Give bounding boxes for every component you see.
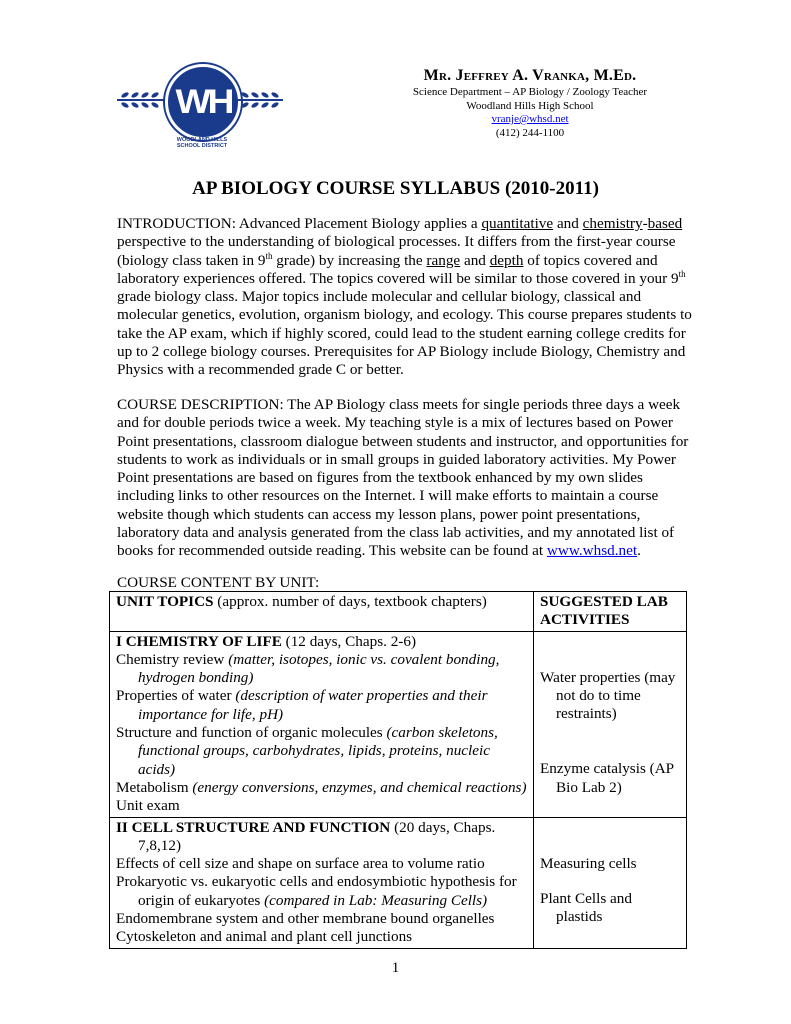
school-line: Woodland Hills High School bbox=[466, 99, 594, 112]
wheat-right-icon bbox=[231, 90, 283, 110]
department-line: Science Department – AP Biology / Zoology Teacher bbox=[412, 86, 648, 98]
page-title: AP BIOLOGY COURSE SYLLABUS (2010-2011) bbox=[192, 178, 599, 199]
district-logo bbox=[115, 62, 285, 147]
course-content-table bbox=[109, 591, 687, 949]
phone-line: (412) 244-1100 bbox=[495, 126, 565, 139]
course-content-heading: COURSE CONTENT BY UNIT: bbox=[117, 574, 320, 591]
page-number: 1 bbox=[391, 960, 400, 976]
unit-1-topics: I CHEMISTRY OF LIFE (12 days, Chaps. 2-6) Chemistry review (matter, isotopes, ionic vs. covalent bonding, hydrogen bonding) Properties of water (description of water properties and their importance for life, pH) Structure and function of organic molecules (carbon skeletons, functional groups, carbohydrates, lipids, proteins, nucleic acids) Metabolism (energy conversions, enzymes, and chemical reactions) Unit exam bbox=[110, 631, 534, 817]
logo-caption: WOODLAND HILLS SCHOOL DISTRICT bbox=[176, 137, 228, 149]
table-row bbox=[110, 631, 687, 817]
unit-2-topics: II CELL STRUCTURE AND FUNCTION (20 days, Chaps. 7,8,12) Effects of cell size and shape on surface area to volume ratio Prokaryotic vs. eukaryotic cells and endosymbiotic hypothesis for origin of eukaryotes (compared in Lab: Measuring Cells) Endomembrane system and other membrane bound organelles Cytoskeleton and animal and plant cell junctions bbox=[110, 817, 534, 948]
table-row bbox=[110, 817, 687, 948]
unit-1-labs: Water properties (may not do to time restraints) Enzyme catalysis (AP Bio Lab 2) bbox=[534, 631, 687, 817]
wheat-left-icon bbox=[117, 90, 169, 110]
email-link[interactable]: vranje@whsd.net bbox=[491, 113, 569, 125]
course-description-paragraph: COURSE DESCRIPTION: The AP Biology class meets for single periods three days a week and for double periods twice a week. My teaching style is a mix of lectures based on Power Point presentations, classroom dialogue between students and instructor, and opportunities for students to work as individuals or in small groups in guided laboratory activities. My Power Point presentations are based on figures from the textbook enhanced by my own slides including links to other resources on the Internet. I will make efforts to maintain a course website though which students can access my lesson plans, power point presentations, laboratory data and analysis generated from the class lab activities, and my annotated list of books for recommended outside reading. This website can be found at www.whsd.net. bbox=[117, 396, 689, 560]
table-header-row bbox=[110, 592, 687, 632]
lab-activities-header: SUGGESTED LAB ACTIVITIES bbox=[534, 592, 687, 632]
unit-topics-header: UNIT TOPICS (approx. number of days, textbook chapters) bbox=[110, 592, 534, 632]
contact-block bbox=[380, 66, 680, 140]
logo-initials: WH bbox=[175, 83, 231, 121]
teacher-name: Mr. Jeffrey A. Vranka, M.Ed. bbox=[423, 67, 637, 84]
logo-emblem bbox=[165, 64, 241, 140]
website-link[interactable]: www.whsd.net bbox=[546, 542, 638, 560]
unit-2-labs: Measuring cells Plant Cells and plastids bbox=[534, 817, 687, 948]
introduction-paragraph: INTRODUCTION: Advanced Placement Biology applies a quantitative and chemistry-based perspective to the understanding of biological processes. It differs from the first-year course (biology class taken in 9th grade) by increasing the range and depth of topics covered and laboratory experiences offered. The topics covered will be similar to those covered in your 9th grade biology class. Major topics include molecular and cellular biology, classical and molecular genetics, evolution, organism biology, and ecology. This course prepares students to take the AP exam, which if highly scored, could lead to the student earning college credits for up to 2 college biology courses. Prerequisites for AP Biology include Biology, Chemistry and Physics with a recommended grade C or better. bbox=[117, 215, 692, 379]
